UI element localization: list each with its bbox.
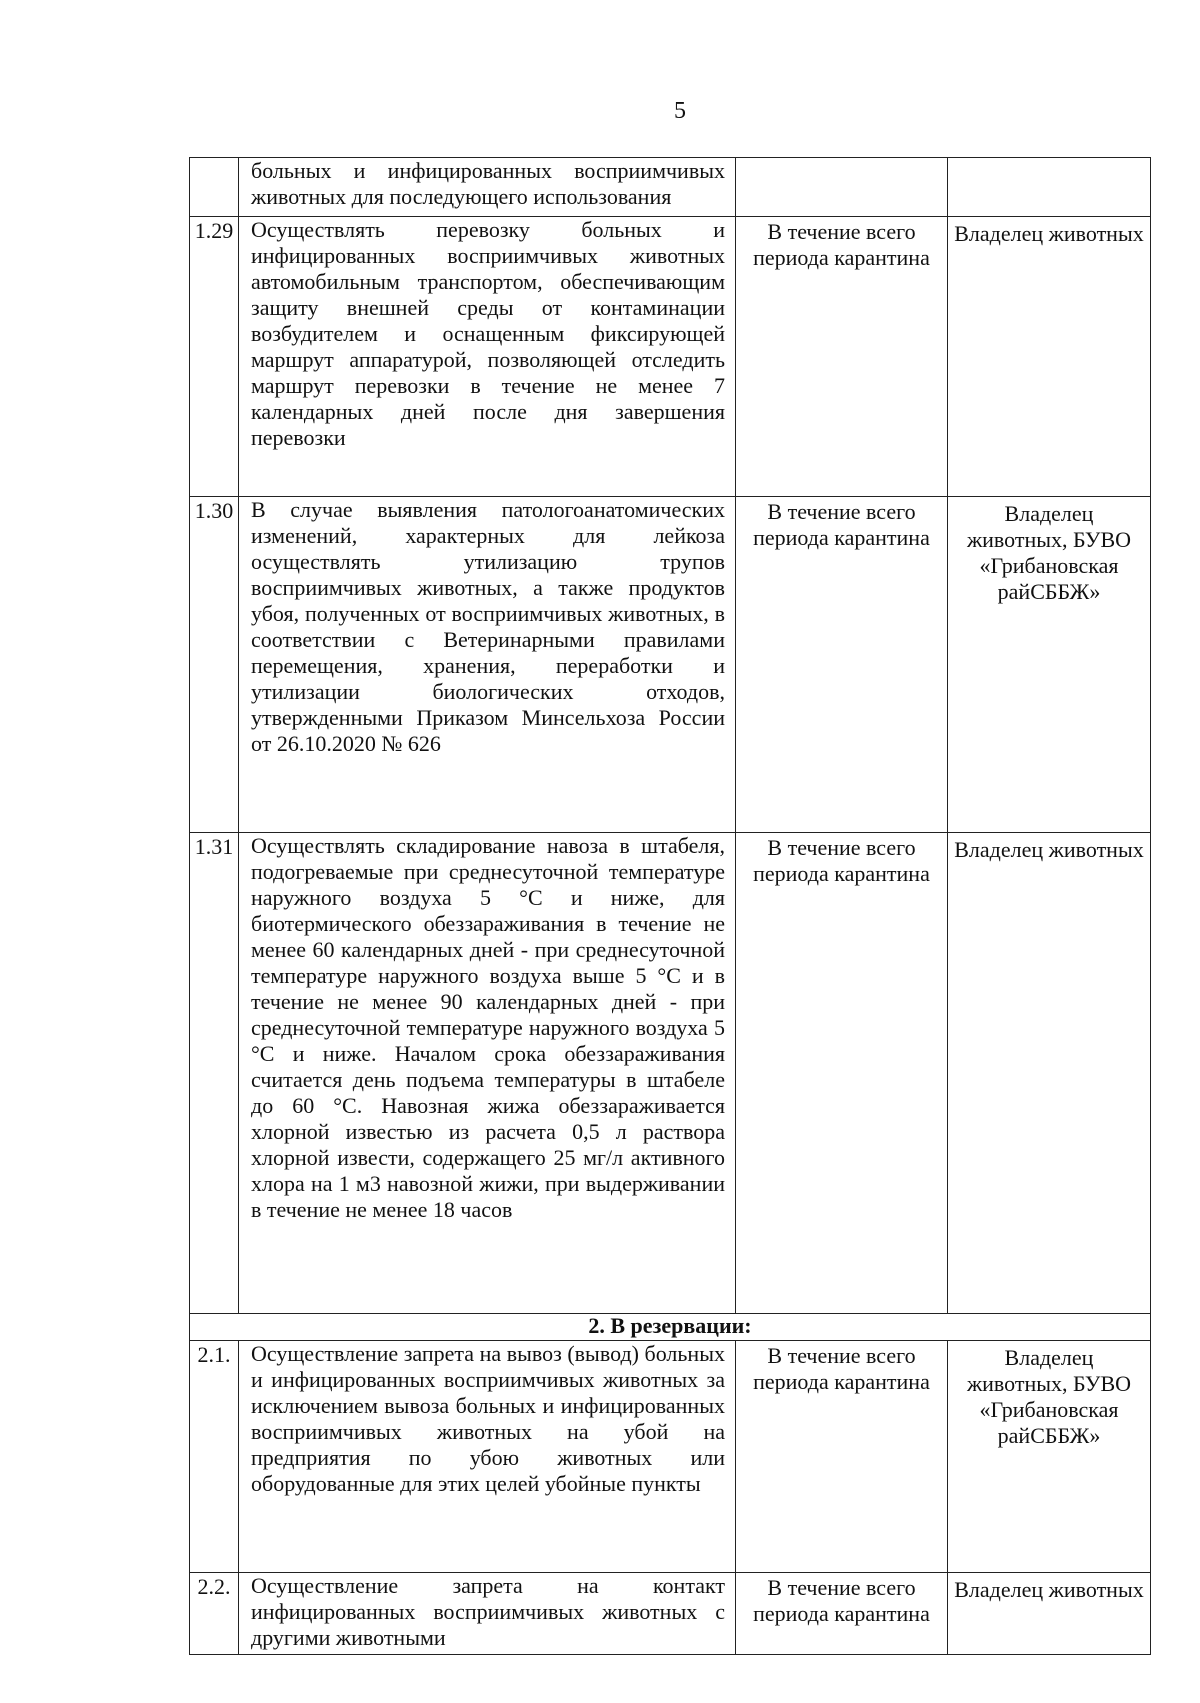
row-number: 2.2. [190, 1573, 239, 1655]
section-title: 2. В резервации: [190, 1314, 1151, 1341]
row-description: больных и инфицированных восприимчивых животных для последующего использования [239, 158, 736, 217]
table-row [190, 1341, 1151, 1573]
table-row [190, 1573, 1151, 1655]
row-responsible [948, 158, 1151, 217]
row-responsible: Владелец животных [948, 1573, 1151, 1655]
row-timing [736, 158, 948, 217]
row-number: 1.30 [190, 497, 239, 833]
row-timing: В течение всего периода карантина [736, 833, 948, 1314]
row-description: В случае выявления патологоанатомических изменений, характерных для лейкоза осуществлять утилизацию трупов восприимчивых животных, а также продуктов убоя, полученных от восприимчивых животных, в соответствии с Ветеринарными правилами перемещения, хранения, переработки и утилизации биологических отходов, утвержденными Приказом Минсельхоза России от 26.10.2020 № 626 [239, 497, 736, 833]
section-header-row [190, 1314, 1151, 1341]
row-number: 2.1. [190, 1341, 239, 1573]
row-responsible: Владелец животных [948, 833, 1151, 1314]
row-responsible: Владелец животных [948, 217, 1151, 497]
row-timing: В течение всего периода карантина [736, 1573, 948, 1655]
row-timing: В течение всего периода карантина [736, 217, 948, 497]
page-number: 5 [674, 98, 686, 124]
table-row [190, 217, 1151, 497]
row-number: 1.29 [190, 217, 239, 497]
row-description: Осуществлять складирование навоза в штабеля, подогреваемые при среднесуточной температуре наружного воздуха 5 °С и ниже, для биотермического обеззараживания в течение не менее 60 календарных дней - при среднесуточной температуре наружного воздуха выше 5 °С и в течение не менее 90 календарных дней - при среднесуточной температуре наружного воздуха 5 °С и ниже. Началом срока обеззараживания считается день подъема температуры в штабеле до 60 °С. Навозная жижа обеззараживается хлорной известью из расчета 0,5 л раствора хлорной извести, содержащего 25 мг/л активного хлора на 1 м3 навозной жижи, при выдерживании в течение не менее 18 часов [239, 833, 736, 1314]
row-number: 1.31 [190, 833, 239, 1314]
row-responsible: Владелец животных, БУВО «Грибановская райСББЖ» [948, 497, 1151, 833]
table-row [190, 497, 1151, 833]
row-number [190, 158, 239, 217]
row-timing: В течение всего периода карантина [736, 1341, 948, 1573]
row-description: Осуществление запрета на вывоз (вывод) больных и инфицированных восприимчивых животных за исключением вывоза больных и инфицированных восприимчивых животных на убой на предприятия по убою животных или оборудованные для этих целей убойные пункты [239, 1341, 736, 1573]
row-description: Осуществлять перевозку больных и инфицированных восприимчивых животных автомобильным транспортом, обеспечивающим защиту внешней среды от контаминации возбудителем и оснащенным фиксирующей маршрут аппаратурой, позволяющей отследить маршрут перевозки в течение не менее 7 календарных дней после дня завершения перевозки [239, 217, 736, 497]
table-row [190, 833, 1151, 1314]
table-row [190, 158, 1151, 217]
row-timing: В течение всего периода карантина [736, 497, 948, 833]
measures-table [189, 157, 1151, 1655]
row-description: Осуществление запрета на контакт инфицированных восприимчивых животных с другими животными [239, 1573, 736, 1655]
row-responsible: Владелец животных, БУВО «Грибановская райСББЖ» [948, 1341, 1151, 1573]
